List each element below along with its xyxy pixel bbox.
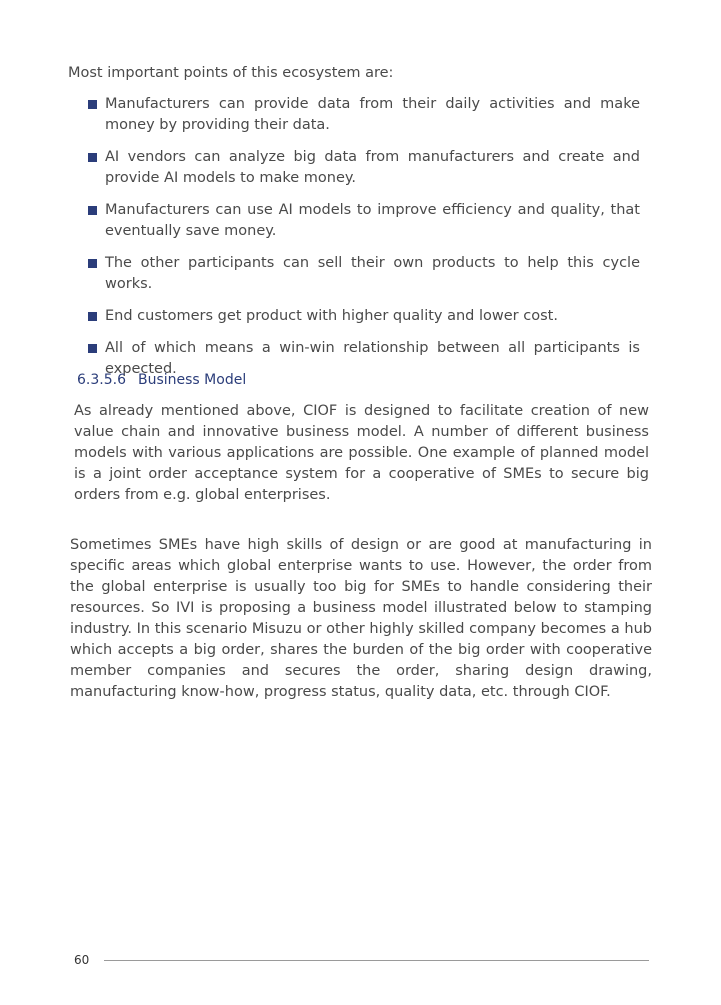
- square-bullet-icon: [88, 259, 97, 268]
- bullet-text: The other participants can sell their own products to help this cycle works.: [105, 255, 640, 292]
- bullet-text: Manufacturers can use AI models to improve efficiency and quality, that eventually save money.: [105, 202, 640, 239]
- square-bullet-icon: [88, 153, 97, 162]
- page-number: 60: [74, 953, 90, 967]
- square-bullet-icon: [88, 206, 97, 215]
- section-title: Business Model: [137, 372, 247, 388]
- body-paragraph: Sometimes SMEs have high skills of design or are good at manufacturing in specific areas which global enterprise wants to use. However, the order from the global enterprise is usually too big for SMEs to handle considering their resources. So IVI is proposing a business model illustrated below to stamping industry. In this scenario Misuzu or other highly skilled company becomes a hub which accepts a big order, shares the burden of the big order with cooperative member companies and secures the order, sharing design drawing, manufacturing know-how, progress status, quality data, etc. through CIOF.: [70, 537, 652, 700]
- bullet-item: [88, 147, 640, 189]
- bullet-item: [88, 200, 640, 242]
- body-paragraph: As already mentioned above, CIOF is designed to facilitate creation of new value chain and innovative business model. A number of different business models with various applications are possible. One example of planned model is a joint order acceptance system for a cooperative of SMEs to secure big orders from e.g. global enterprises.: [74, 403, 649, 503]
- bullet-text: End customers get product with higher quality and lower cost.: [105, 308, 558, 324]
- square-bullet-icon: [88, 100, 97, 109]
- bullet-text: AI vendors can analyze big data from manufacturers and create and provide AI models to make money.: [105, 149, 640, 186]
- bullet-item: [88, 253, 640, 295]
- bullet-item: [88, 306, 640, 327]
- square-bullet-icon: [88, 312, 97, 321]
- bullet-text: All of which means a win-win relationship between all participants is expected.: [105, 340, 640, 377]
- bullet-text: Manufacturers can provide data from their daily activities and make money by providing their data.: [105, 96, 640, 133]
- bullet-item: [88, 94, 640, 136]
- footer-divider: [104, 960, 649, 961]
- section-heading: [77, 370, 246, 390]
- section-number: 6.3.5.6: [77, 372, 126, 388]
- bullet-list: [88, 94, 640, 391]
- intro-text: Most important points of this ecosystem are:: [68, 65, 394, 81]
- square-bullet-icon: [88, 344, 97, 353]
